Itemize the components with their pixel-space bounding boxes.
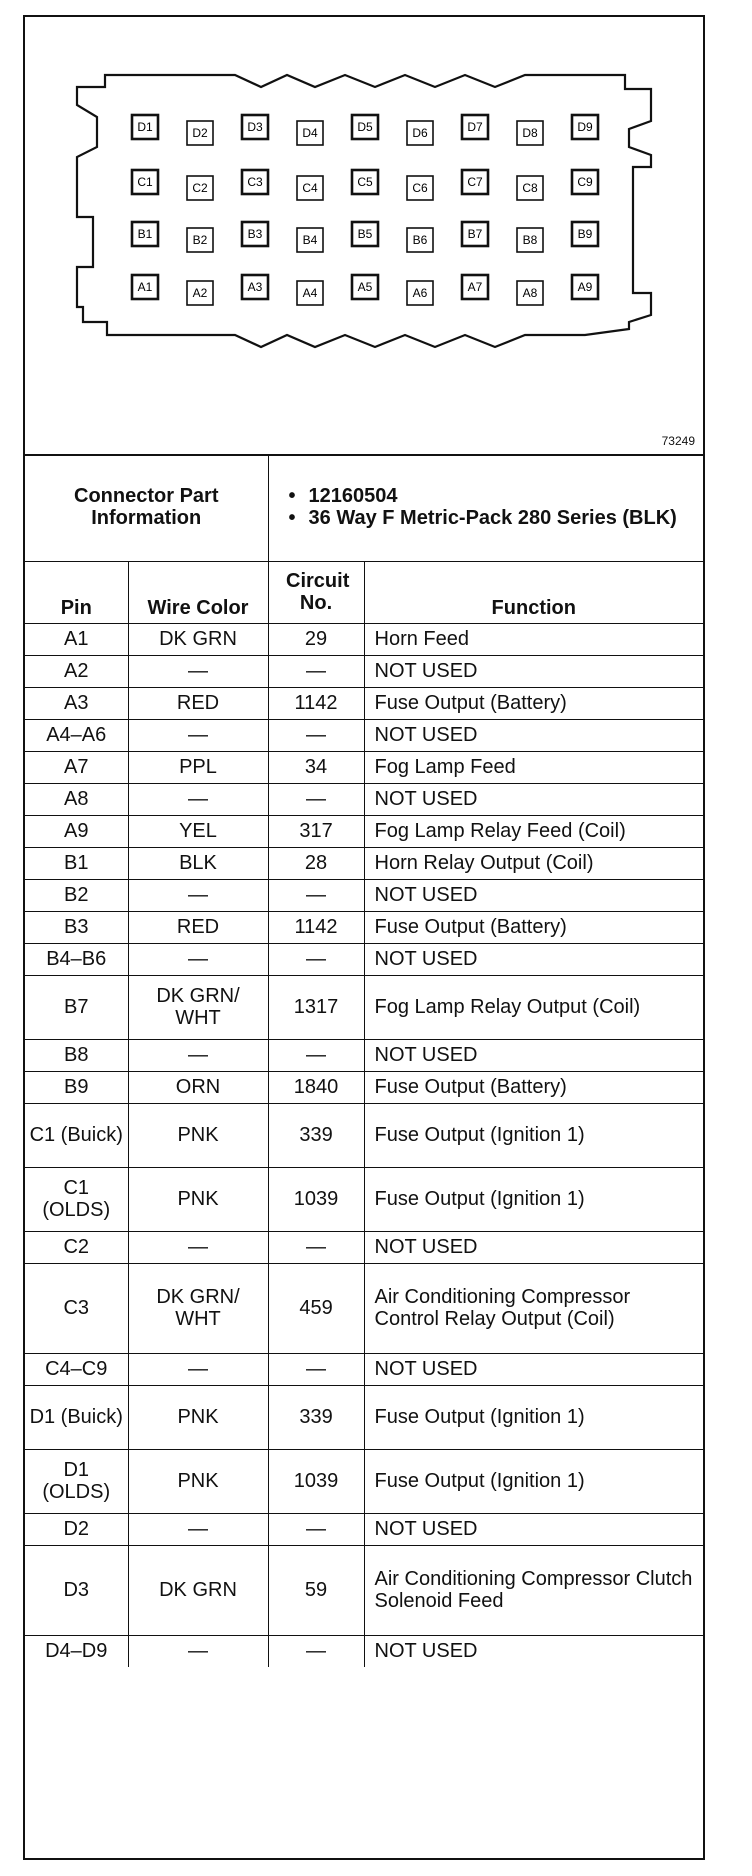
connector-pin — [132, 170, 158, 194]
function-cell: Horn Feed — [364, 623, 703, 655]
connector-pin — [132, 275, 158, 299]
connector-pin — [407, 228, 433, 252]
connector-pin-label: D2 — [192, 126, 208, 140]
connector-pin-label: C3 — [247, 175, 263, 189]
part-info-list — [268, 454, 703, 561]
pin-cell: B3 — [25, 911, 128, 943]
wire-color-cell: — — [128, 1353, 268, 1385]
connector-pin — [352, 170, 378, 194]
connector-pin — [517, 228, 543, 252]
function-cell: Fuse Output (Ignition 1) — [364, 1167, 703, 1231]
function-cell: NOT USED — [364, 1635, 703, 1667]
wire-color-cell: YEL — [128, 815, 268, 847]
connector-pin — [352, 275, 378, 299]
connector-pin-label: A5 — [357, 280, 373, 294]
circuit-cell: 28 — [268, 847, 364, 879]
wire-color-cell: ORN — [128, 1071, 268, 1103]
connector-pin-label: C7 — [467, 175, 483, 189]
table-row — [25, 719, 703, 751]
pin-cell: D2 — [25, 1513, 128, 1545]
wire-color-cell: — — [128, 783, 268, 815]
circuit-cell: — — [268, 783, 364, 815]
connector-pin — [462, 275, 488, 299]
connector-pin-label: A2 — [192, 286, 208, 300]
header-row — [25, 561, 703, 623]
table-row — [25, 911, 703, 943]
wire-color-cell: RED — [128, 911, 268, 943]
table-row — [25, 1103, 703, 1167]
connector-pin-label: D7 — [467, 120, 483, 134]
table-row — [25, 1167, 703, 1231]
table-row — [25, 687, 703, 719]
table-row — [25, 815, 703, 847]
connector-pin-label: B9 — [577, 227, 593, 241]
wire-color-cell: DK GRN — [128, 623, 268, 655]
connector-pin — [242, 275, 268, 299]
circuit-cell: 1039 — [268, 1167, 364, 1231]
connector-pin — [462, 170, 488, 194]
pin-cell: A9 — [25, 815, 128, 847]
pin-cell: C1 (OLDS) — [25, 1167, 128, 1231]
function-cell: Fuse Output (Ignition 1) — [364, 1449, 703, 1513]
connector-pin-label: A7 — [467, 280, 483, 294]
function-cell: Fuse Output (Battery) — [364, 911, 703, 943]
connector-pin-label: B1 — [137, 227, 153, 241]
circuit-cell: — — [268, 1039, 364, 1071]
connector-pin-label: A8 — [522, 286, 538, 300]
connector-pin-label: C4 — [302, 181, 318, 195]
connector-pin-label: D5 — [357, 120, 373, 134]
function-cell: Fog Lamp Relay Feed (Coil) — [364, 815, 703, 847]
function-cell: Fuse Output (Battery) — [364, 687, 703, 719]
part-info-row — [25, 454, 703, 561]
function-cell: NOT USED — [364, 1353, 703, 1385]
pin-cell: D3 — [25, 1545, 128, 1635]
pin-cell: D4–D9 — [25, 1635, 128, 1667]
pin-cell: B1 — [25, 847, 128, 879]
connector-pin — [187, 176, 213, 200]
connector-pin — [407, 121, 433, 145]
connector-pin — [132, 222, 158, 246]
connector-pin — [572, 170, 598, 194]
function-cell: Fog Lamp Relay Output (Coil) — [364, 975, 703, 1039]
function-cell: Fuse Output (Battery) — [364, 1071, 703, 1103]
connector-pin-label: B2 — [192, 233, 208, 247]
pin-cell: B4–B6 — [25, 943, 128, 975]
pin-cell: B7 — [25, 975, 128, 1039]
connector-pin-label: C2 — [192, 181, 208, 195]
connector-pin-label: C1 — [137, 175, 153, 189]
connector-pin — [352, 222, 378, 246]
connector-pin — [462, 115, 488, 139]
pin-cell: D1 (OLDS) — [25, 1449, 128, 1513]
wire-color-cell: PNK — [128, 1167, 268, 1231]
circuit-cell: — — [268, 879, 364, 911]
circuit-cell: 1840 — [268, 1071, 364, 1103]
connector-diagram — [25, 17, 703, 456]
pin-cell: B2 — [25, 879, 128, 911]
column-header-pin: Pin — [25, 561, 128, 623]
connector-pin-label: A9 — [577, 280, 593, 294]
table-row — [25, 1263, 703, 1353]
circuit-cell: — — [268, 1353, 364, 1385]
function-cell: Fuse Output (Ignition 1) — [364, 1103, 703, 1167]
pin-cell: C1 (Buick) — [25, 1103, 128, 1167]
wire-color-cell: — — [128, 719, 268, 751]
circuit-cell: 1039 — [268, 1449, 364, 1513]
connector-pin-label: D9 — [577, 120, 593, 134]
wire-color-cell: — — [128, 1635, 268, 1667]
circuit-cell: — — [268, 1513, 364, 1545]
connector-pin — [297, 281, 323, 305]
function-cell: Fuse Output (Ignition 1) — [364, 1385, 703, 1449]
table-row — [25, 623, 703, 655]
circuit-cell: — — [268, 943, 364, 975]
function-cell: NOT USED — [364, 1231, 703, 1263]
connector-pin-label: B6 — [412, 233, 428, 247]
table-row — [25, 1385, 703, 1449]
circuit-cell: 459 — [268, 1263, 364, 1353]
connector-pin-label: A6 — [412, 286, 428, 300]
connector-pin — [572, 115, 598, 139]
table-row — [25, 751, 703, 783]
pin-cell: A1 — [25, 623, 128, 655]
pin-cell: A4–A6 — [25, 719, 128, 751]
connector-pin — [462, 222, 488, 246]
wire-color-cell: PNK — [128, 1385, 268, 1449]
table-row — [25, 1545, 703, 1635]
table-row — [25, 1635, 703, 1667]
connector-pin — [187, 121, 213, 145]
wire-color-cell: DK GRN/ WHT — [128, 975, 268, 1039]
function-cell: NOT USED — [364, 879, 703, 911]
table-row — [25, 783, 703, 815]
wire-color-cell: — — [128, 1513, 268, 1545]
connector-sheet — [23, 15, 705, 1860]
circuit-cell: — — [268, 655, 364, 687]
wire-color-cell: — — [128, 1231, 268, 1263]
circuit-cell: — — [268, 1635, 364, 1667]
circuit-cell: 1142 — [268, 911, 364, 943]
wire-color-cell: — — [128, 655, 268, 687]
part-info-label: Connector Part Information — [25, 454, 268, 561]
table-row — [25, 1353, 703, 1385]
connector-pin-label: A1 — [137, 280, 153, 294]
wire-color-cell: BLK — [128, 847, 268, 879]
pin-cell: B9 — [25, 1071, 128, 1103]
table-row — [25, 879, 703, 911]
wire-color-cell: DK GRN — [128, 1545, 268, 1635]
circuit-cell: 59 — [268, 1545, 364, 1635]
wire-color-cell: PNK — [128, 1103, 268, 1167]
wire-color-cell: PPL — [128, 751, 268, 783]
figure-number: 73249 — [661, 434, 695, 448]
connector-pin-label: B3 — [247, 227, 263, 241]
connector-pin-label: D3 — [247, 120, 263, 134]
pin-cell: A8 — [25, 783, 128, 815]
connector-description: • 36 Way F Metric-Pack 280 Series (BLK) — [289, 507, 704, 529]
function-cell: NOT USED — [364, 1513, 703, 1545]
connector-face-drawing — [25, 17, 703, 454]
connector-pin-label: B5 — [357, 227, 373, 241]
circuit-cell: 1142 — [268, 687, 364, 719]
table-row — [25, 1449, 703, 1513]
table-row — [25, 655, 703, 687]
wire-color-cell: — — [128, 943, 268, 975]
connector-pin — [407, 281, 433, 305]
pinout-table — [25, 454, 703, 1667]
connector-pin-label: C8 — [522, 181, 538, 195]
connector-pin-label: D8 — [522, 126, 538, 140]
pin-cell: C4–C9 — [25, 1353, 128, 1385]
pin-cell: D1 (Buick) — [25, 1385, 128, 1449]
table-row — [25, 1513, 703, 1545]
wire-color-cell: — — [128, 1039, 268, 1071]
connector-pin — [132, 115, 158, 139]
connector-pin-label: B7 — [467, 227, 483, 241]
connector-pin — [517, 176, 543, 200]
function-cell: Air Conditioning Compressor Clutch Solenoid Feed — [364, 1545, 703, 1635]
circuit-cell: 1317 — [268, 975, 364, 1039]
connector-pin-label: B4 — [302, 233, 318, 247]
pin-cell: A2 — [25, 655, 128, 687]
wire-color-cell: PNK — [128, 1449, 268, 1513]
table-row — [25, 1071, 703, 1103]
connector-pin — [517, 281, 543, 305]
connector-pin-label: D6 — [412, 126, 428, 140]
connector-pin-label: C6 — [412, 181, 428, 195]
column-header-wire-color: Wire Color — [128, 561, 268, 623]
pin-cell: C3 — [25, 1263, 128, 1353]
function-cell: NOT USED — [364, 783, 703, 815]
connector-pin — [242, 170, 268, 194]
connector-pin — [407, 176, 433, 200]
connector-pin — [297, 121, 323, 145]
connector-pin — [297, 228, 323, 252]
function-cell: NOT USED — [364, 655, 703, 687]
function-cell: Horn Relay Output (Coil) — [364, 847, 703, 879]
connector-pin — [572, 222, 598, 246]
connector-pin-label: B8 — [522, 233, 538, 247]
circuit-cell: 339 — [268, 1385, 364, 1449]
connector-pin — [187, 228, 213, 252]
table-row — [25, 1039, 703, 1071]
connector-pin — [242, 115, 268, 139]
wire-color-cell: DK GRN/ WHT — [128, 1263, 268, 1353]
pin-cell: B8 — [25, 1039, 128, 1071]
circuit-cell: — — [268, 719, 364, 751]
connector-pin-label: C9 — [577, 175, 593, 189]
connector-pin — [352, 115, 378, 139]
function-cell: NOT USED — [364, 943, 703, 975]
table-row — [25, 847, 703, 879]
connector-pin — [572, 275, 598, 299]
connector-pin — [187, 281, 213, 305]
wire-color-cell: — — [128, 879, 268, 911]
pin-cell: C2 — [25, 1231, 128, 1263]
wire-color-cell: RED — [128, 687, 268, 719]
connector-pin-label: D1 — [137, 120, 153, 134]
table-row — [25, 975, 703, 1039]
function-cell: NOT USED — [364, 1039, 703, 1071]
circuit-cell: 339 — [268, 1103, 364, 1167]
connector-pin-label: D4 — [302, 126, 318, 140]
part-number: • 12160504 — [289, 485, 704, 507]
pin-cell: A3 — [25, 687, 128, 719]
function-cell: Air Conditioning Compressor Control Relay Output (Coil) — [364, 1263, 703, 1353]
connector-pin-label: A3 — [247, 280, 263, 294]
circuit-cell: 317 — [268, 815, 364, 847]
pin-cell: A7 — [25, 751, 128, 783]
column-header-function: Function — [364, 561, 703, 623]
circuit-cell: 34 — [268, 751, 364, 783]
column-header-circuit: Circuit No. — [268, 561, 364, 623]
connector-pin — [517, 121, 543, 145]
connector-pin-label: C5 — [357, 175, 373, 189]
circuit-cell: — — [268, 1231, 364, 1263]
function-cell: Fog Lamp Feed — [364, 751, 703, 783]
table-row — [25, 943, 703, 975]
table-row — [25, 1231, 703, 1263]
connector-pin-label: A4 — [302, 286, 318, 300]
connector-pin — [242, 222, 268, 246]
circuit-cell: 29 — [268, 623, 364, 655]
connector-pin — [297, 176, 323, 200]
function-cell: NOT USED — [364, 719, 703, 751]
